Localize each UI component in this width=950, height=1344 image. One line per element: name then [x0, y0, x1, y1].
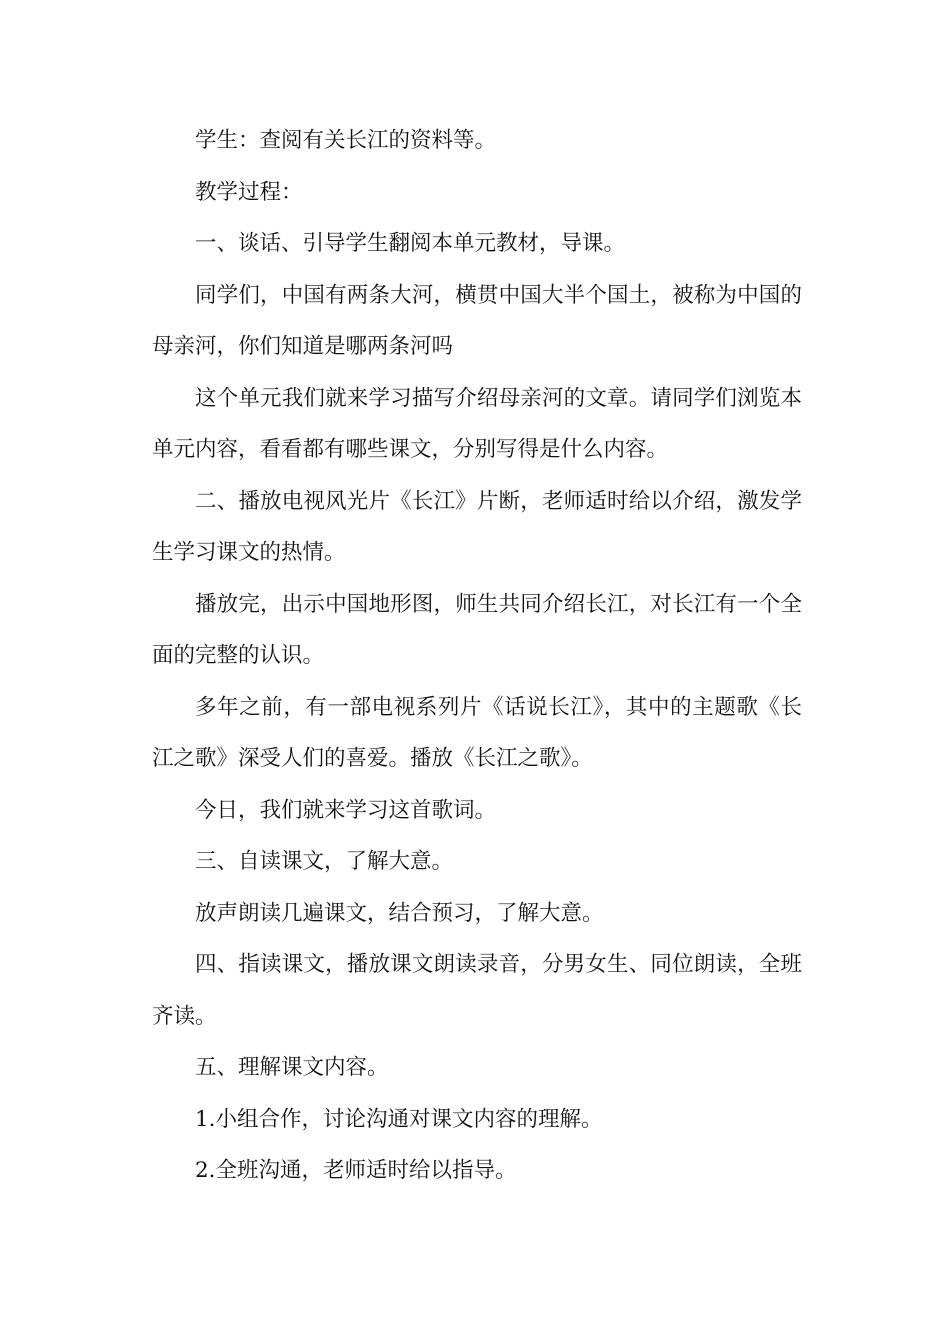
document-body: [152, 115, 802, 1197]
paragraph-today: 今日，我们就来学习这首歌词。: [195, 797, 497, 823]
paragraph-unit-overview: 这个单元我们就来学习描写介绍母亲河的文章。请同学们浏览本单元内容，看看都有哪些课文，分别写得是什么内容。: [152, 385, 802, 462]
paragraph-step-five: 五、理解课文内容。: [195, 1055, 389, 1080]
paragraph-map: 播放完，出示中国地形图，师生共同介绍长江，对长江有一个全面的完整的认识。: [152, 591, 802, 668]
paragraph-process-heading: 教学过程：: [195, 179, 303, 205]
paragraph-step-one: 一、谈话、引导学生翻阅本单元教材，导课。: [195, 231, 626, 256]
paragraph-read-aloud: 放声朗读几遍课文，结合预习，了解大意。: [195, 900, 604, 926]
paragraph-item-two: 2.全班沟通，老师适时给以指导。: [195, 1158, 517, 1183]
paragraph-item-one: 1.小组合作，讨论沟通对课文内容的理解。: [195, 1106, 603, 1132]
paragraph-step-two: 二、播放电视风光片《长江》片断，老师适时给以介绍，激发学生学习课文的热情。: [152, 488, 802, 565]
paragraph-materials: 学生：查阅有关长江的资料等。: [195, 128, 497, 153]
paragraph-step-three: 三、自读课文，了解大意。: [195, 849, 454, 874]
paragraph-intro: 同学们，中国有两条大河，横贯中国大半个国土，被称为中国的母亲河，你们知道是哪两条河吗: [152, 282, 802, 359]
paragraph-step-four: 四、指读课文，播放课文朗读录音，分男女生、同位朗读，全班齐读。: [152, 952, 802, 1029]
paragraph-song: 多年之前，有一部电视系列片《话说长江》，其中的主题歌《长江之歌》深受人们的喜爱。播放《长江之歌》。: [152, 694, 802, 771]
